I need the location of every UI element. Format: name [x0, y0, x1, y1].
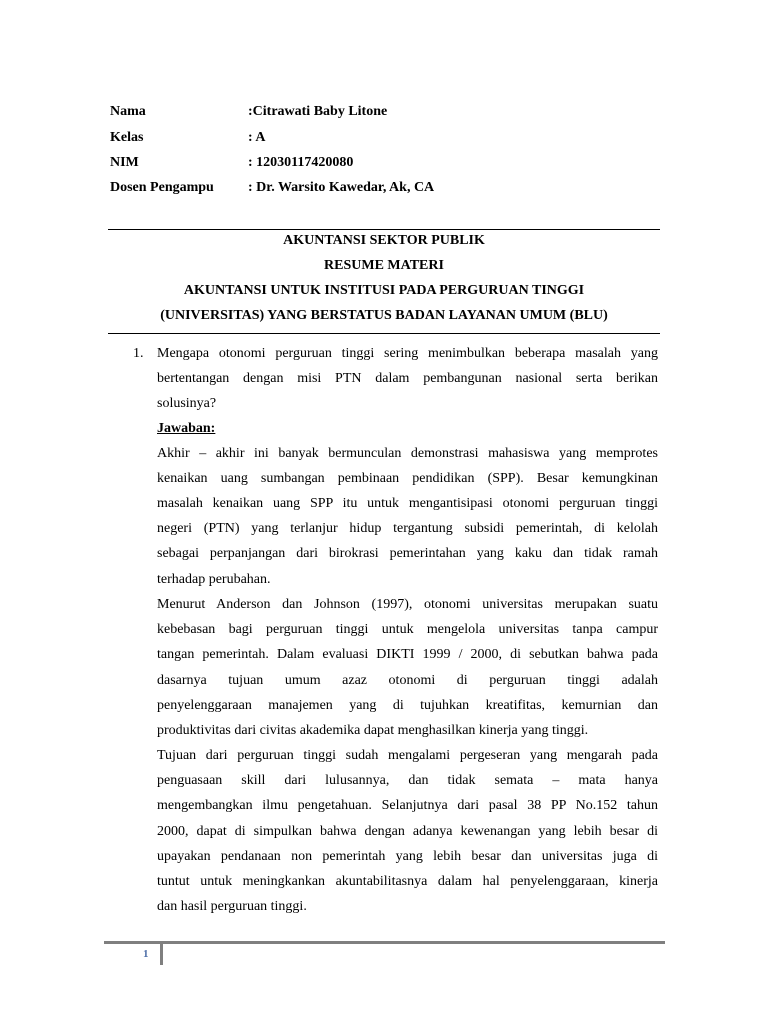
question-line: Mengapa otonomi perguruan tinggi sering menimbulkan beberapa masalah yang	[157, 346, 658, 361]
course-title: AKUNTANSI SEKTOR PUBLIK	[283, 233, 485, 248]
paragraph-1-line: kenaikan uang sumbangan pembinaan pendidikan (SPP). Besar kemungkinan	[157, 471, 658, 486]
paragraph-2-line: Menurut Anderson dan Johnson (1997), otonomi universitas merupakan suatu	[157, 597, 658, 612]
paragraph-1-line: sebagai perpanjangan dari birokrasi pemerintahan yang kaku dan tidak ramah	[157, 546, 658, 561]
nim-value: : 12030117420080	[248, 155, 354, 170]
heading-bottom-rule	[108, 333, 660, 334]
paragraph-3-line: upayakan pendanaan non pemerintah yang lebih besar dan universitas juga di	[157, 849, 658, 864]
paragraph-3-line: tuntut untuk meningkankan akuntabilitasnya dalam hal penyelenggaraan, kinerja	[157, 874, 658, 889]
paragraph-2-line: produktivitas dari civitas akademika dapat menghasilkan kinerja yang tinggi.	[157, 723, 589, 738]
paragraph-3-line: penguasaan skill dari lulusannya, dan tidak semata – mata hanya	[157, 773, 658, 788]
answer-heading	[157, 421, 658, 437]
lecturer-label: Dosen Pengampu	[110, 180, 214, 195]
class-label: Kelas	[110, 130, 144, 145]
paragraph-3-line: dan hasil perguruan tinggi.	[157, 899, 307, 914]
name-label: Nama	[110, 104, 146, 119]
paragraph-1-line: masalah kenaikan uang SPP itu untuk mengantisipasi otonomi perguruan tinggi	[157, 496, 658, 511]
paragraph-3-line: mengembangkan ilmu pengetahuan. Selanjutnya dari pasal 38 PP No.152 tahun	[157, 798, 658, 813]
topic-title-line-1: AKUNTANSI UNTUK INSTITUSI PADA PERGURUAN TINGGI	[183, 283, 585, 298]
paragraph-2-line: tangan pemerintah. Dalam evaluasi DIKTI 1999 / 2000, di sebutkan bahwa pada	[157, 647, 658, 662]
paragraph-1-line: Akhir – akhir ini banyak bermunculan demonstrasi mahasiswa yang memprotes	[157, 446, 658, 461]
answer-label: Jawaban:	[157, 421, 216, 436]
question-number: 1.	[133, 346, 144, 361]
footer-rule	[104, 941, 665, 944]
class-value: : A	[248, 130, 266, 145]
footer-divider	[160, 944, 163, 965]
question-line: solusinya?	[157, 396, 217, 411]
nim-label: NIM	[110, 155, 139, 170]
question-line: bertentangan dengan misi PTN dalam pembangunan nasional serta berikan	[157, 371, 658, 386]
paragraph-1-line: negeri (PTN) yang terlanjur hidup tergantung subsidi pemerintah, di kelolah	[157, 521, 658, 536]
paragraph-2-line: dasarnya tujuan umum azaz otonomi di perguruan tinggi adalah	[157, 673, 658, 688]
topic-title-line-2: (UNIVERSITAS) YANG BERSTATUS BADAN LAYANAN UMUM (BLU)	[160, 308, 608, 323]
paragraph-1-line: terhadap perubahan.	[157, 572, 271, 587]
paragraph-3-line: 2000, dapat di simpulkan bahwa dengan adanya kewenangan yang lebih besar di	[157, 824, 658, 839]
lecturer-value: : Dr. Warsito Kawedar, Ak, CA	[248, 180, 435, 195]
page-number: 1	[143, 948, 149, 960]
heading-top-rule	[108, 229, 660, 230]
paragraph-2-line: penyelenggaraan manajemen yang di tujuhkan kreatifitas, kemurnian dan	[157, 698, 658, 713]
paragraph-3-line: Tujuan dari perguruan tinggi sudah mengalami pergeseran yang mengarah pada	[157, 748, 658, 763]
paragraph-2-line: kebebasan bagi perguruan tinggi untuk mengelola universitas tanpa campur	[157, 622, 658, 637]
document-type: RESUME MATERI	[324, 258, 444, 273]
name-value: :Citrawati Baby Litone	[248, 104, 388, 119]
